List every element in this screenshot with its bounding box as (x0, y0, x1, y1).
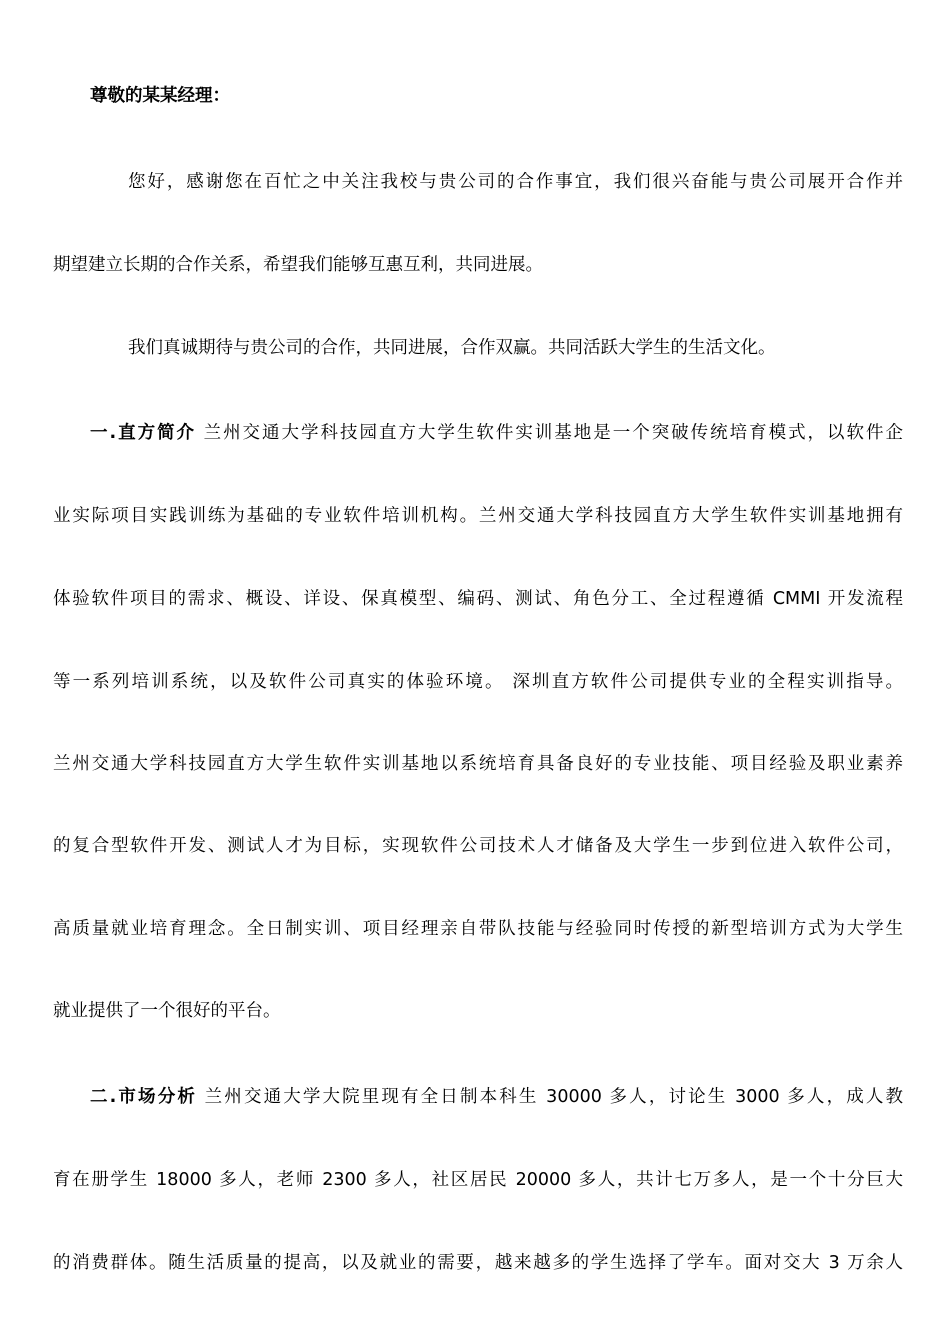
section1-line8: 就业提供了一个很好的平台。 (53, 1001, 281, 1021)
section1-line6: 的复合型软件开发、测试人才为目标，实现软件公司技术人才储备及大学生一步到位进入软件公司， (53, 836, 903, 856)
section2-line1 (90, 1085, 903, 1109)
para2-line1: 我们真诚期待与贵公司的合作，共同进展，合作双赢。共同活跃大学生的生活文化。 (128, 338, 776, 358)
section2-line3: 的消费群体。随生活质量的提高，以及就业的需要，越来越多的学生选择了学车。面对交大 3 万余人 (53, 1253, 903, 1273)
section1-line1 (90, 421, 903, 445)
section1-line2: 业实际项目实践训练为基础的专业软件培训机构。兰州交通大学科技园直方大学生软件实训基地拥有 (53, 506, 903, 526)
section1-line4: 等一系列培训系统，以及软件公司真实的体验环境。 深圳直方软件公司提供专业的全程实训指导。 (53, 672, 903, 692)
section2-line2: 育在册学生 18000 多人，老师 2300 多人，社区居民 20000 多人，共计七万多人，是一个十分巨大 (53, 1170, 903, 1190)
section1-heading: 一.直方简介 (90, 423, 197, 443)
section1-line1-text: 兰州交通大学科技园直方大学生软件实训基地是一个突破传统培育模式，以软件企 (196, 423, 903, 443)
para1-line1: 您好，感谢您在百忙之中关注我校与贵公司的合作事宜，我们很兴奋能与贵公司展开合作并 (128, 172, 903, 192)
section1-line7: 高质量就业培育理念。全日制实训、项目经理亲自带队技能与经验同时传授的新型培训方式为大学生 (53, 919, 903, 939)
section1-line5: 兰州交通大学科技园直方大学生软件实训基地以系统培育具备良好的专业技能、项目经验及职业素养 (53, 754, 903, 774)
section2-line1-text: 兰州交通大学大院里现有全日制本科生 30000 多人，讨论生 3000 多人，成人教 (196, 1087, 903, 1107)
section1-line3: 体验软件项目的需求、概设、详设、保真模型、编码、测试、角色分工、全过程遵循 CMMI 开发流程 (53, 589, 903, 609)
section2-heading: 二.市场分析 (90, 1087, 197, 1107)
para1-line2: 期望建立长期的合作关系，希望我们能够互惠互利，共同进展。 (53, 255, 543, 275)
greeting: 尊敬的某某经理： (90, 86, 230, 106)
